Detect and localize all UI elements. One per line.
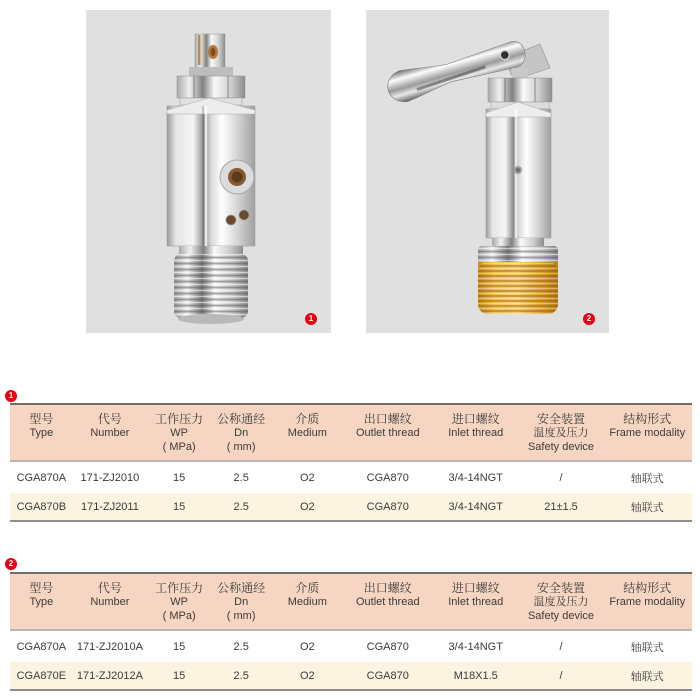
table-cell: 3/4-14NGT — [448, 471, 503, 484]
table-cell: 171-ZJ2010A — [76, 640, 143, 653]
column-header-line: 进口螺纹 — [451, 412, 500, 426]
table-cell: / — [559, 640, 563, 653]
column-header — [211, 404, 271, 461]
table-cell: 15 — [172, 500, 186, 513]
spec-table-section-2 — [10, 572, 692, 691]
table-cell: 171-ZJ2012A — [76, 669, 143, 682]
table-cell: 2.5 — [233, 500, 249, 513]
column-header-line: Medium — [287, 596, 327, 608]
table-cell: 轴联式 — [630, 670, 664, 683]
column-header-line: 出口螺纹 — [363, 412, 412, 426]
table-cell: 15 — [172, 471, 186, 484]
table-cell: CGA870 — [366, 500, 409, 513]
header-row — [10, 404, 692, 461]
column-header — [519, 573, 602, 630]
table-cell: O2 — [299, 500, 315, 513]
table-cell: CGA870 — [366, 640, 409, 653]
column-header-line: 结构形式 — [623, 581, 672, 595]
column-header-line: 安全装置 — [536, 581, 585, 595]
column-header — [343, 404, 432, 461]
table-row — [10, 493, 692, 521]
table-cell: 171-ZJ2011 — [80, 500, 139, 513]
column-header-line: 介质 — [295, 581, 320, 595]
column-header-line: ( mm) — [226, 441, 256, 453]
column-header-line: ( MPa) — [162, 610, 196, 622]
table-cell: / — [559, 471, 563, 484]
table-cell: 轴联式 — [630, 472, 664, 485]
column-header-line: WP — [170, 596, 188, 608]
table-cell: 15 — [172, 640, 186, 653]
table-cell: M18X1.5 — [453, 669, 498, 682]
table-cell: CGA870B — [16, 500, 67, 513]
column-header — [73, 404, 147, 461]
column-header — [432, 573, 519, 630]
column-header-line: Dn — [234, 596, 249, 608]
column-header-line: 代号 — [97, 412, 122, 426]
column-header-line: Number — [90, 427, 130, 439]
column-header-line: 介质 — [295, 412, 320, 426]
table-cell: CGA870A — [16, 471, 67, 484]
table-cell: O2 — [299, 471, 315, 484]
table-cell: O2 — [299, 669, 315, 682]
table-cell: 2.5 — [233, 669, 249, 682]
section-marker-2: 2 — [5, 558, 17, 570]
column-header — [10, 404, 73, 461]
table-cell: 轴联式 — [630, 501, 664, 514]
table-cell: / — [559, 669, 563, 682]
photo-number-badge-2: 2 — [583, 313, 595, 325]
column-header-line: 出口螺纹 — [363, 581, 412, 595]
column-header-line: Safety device — [527, 441, 595, 453]
column-header — [271, 404, 343, 461]
table-cell: CGA870A — [16, 640, 67, 653]
header-row — [10, 573, 692, 630]
column-header-line: 代号 — [97, 581, 122, 595]
column-header-line: Safety device — [527, 610, 595, 622]
column-header — [271, 573, 343, 630]
column-header-line: 工作压力 — [155, 412, 204, 426]
column-header-line: Frame modality — [609, 596, 686, 608]
column-header-line: Type — [29, 596, 54, 608]
column-header-line: Type — [29, 427, 54, 439]
column-header-line: Outlet thread — [355, 427, 420, 439]
table-cell: 轴联式 — [630, 641, 664, 654]
table-cell: 3/4-14NGT — [448, 640, 503, 653]
column-header-line: 型号 — [29, 581, 54, 595]
column-header-line: ( MPa) — [162, 441, 196, 453]
column-header-line: ( mm) — [226, 610, 256, 622]
column-header-line: Outlet thread — [355, 596, 420, 608]
column-header — [603, 573, 692, 630]
column-header-line: 安全装置 — [536, 412, 585, 426]
column-header-line: Frame modality — [609, 427, 686, 439]
column-header — [147, 573, 211, 630]
table-row — [10, 662, 692, 690]
column-header — [343, 573, 432, 630]
column-header-line: 温度及压力 — [533, 427, 589, 439]
column-header-line: 进口螺纹 — [451, 581, 500, 595]
lever-valve-illustration — [366, 10, 609, 333]
table-row — [10, 630, 692, 662]
table-cell: CGA870 — [366, 669, 409, 682]
product-photo-1 — [86, 10, 331, 333]
table-cell: 3/4-14NGT — [448, 500, 503, 513]
table-cell: CGA870 — [366, 471, 409, 484]
table-cell: 15 — [172, 669, 186, 682]
table-cell: 21±1.5 — [544, 500, 578, 513]
spec-table-1 — [10, 403, 692, 522]
column-header-line: 型号 — [29, 412, 54, 426]
column-header-line: Medium — [287, 427, 327, 439]
column-header — [73, 573, 147, 630]
table-cell: 171-ZJ2010 — [80, 471, 140, 484]
column-header — [603, 404, 692, 461]
column-header-line: 结构形式 — [623, 412, 672, 426]
column-header — [432, 404, 519, 461]
table-cell: CGA870E — [16, 669, 67, 682]
column-header-line: Number — [90, 596, 130, 608]
column-header-line: 公称通经 — [217, 412, 266, 426]
column-header-line: 温度及压力 — [533, 596, 589, 608]
column-header — [519, 404, 602, 461]
table-cell: 2.5 — [233, 640, 249, 653]
chrome-valve-illustration — [86, 10, 331, 333]
spec-table-section-1 — [10, 403, 692, 522]
spec-table-2 — [10, 572, 692, 691]
column-header — [211, 573, 271, 630]
column-header — [10, 573, 73, 630]
column-header-line: WP — [170, 427, 188, 439]
column-header-line: Inlet thread — [448, 596, 504, 608]
table-row — [10, 461, 692, 493]
column-header-line: Inlet thread — [448, 427, 504, 439]
column-header-line: Dn — [234, 427, 249, 439]
table-cell: 2.5 — [233, 471, 249, 484]
column-header-line: 工作压力 — [155, 581, 204, 595]
column-header — [147, 404, 211, 461]
product-photo-2 — [366, 10, 609, 333]
photo-number-badge-1: 1 — [305, 313, 317, 325]
table-cell: O2 — [299, 640, 315, 653]
column-header-line: 公称通经 — [217, 581, 266, 595]
section-marker-1: 1 — [5, 390, 17, 402]
